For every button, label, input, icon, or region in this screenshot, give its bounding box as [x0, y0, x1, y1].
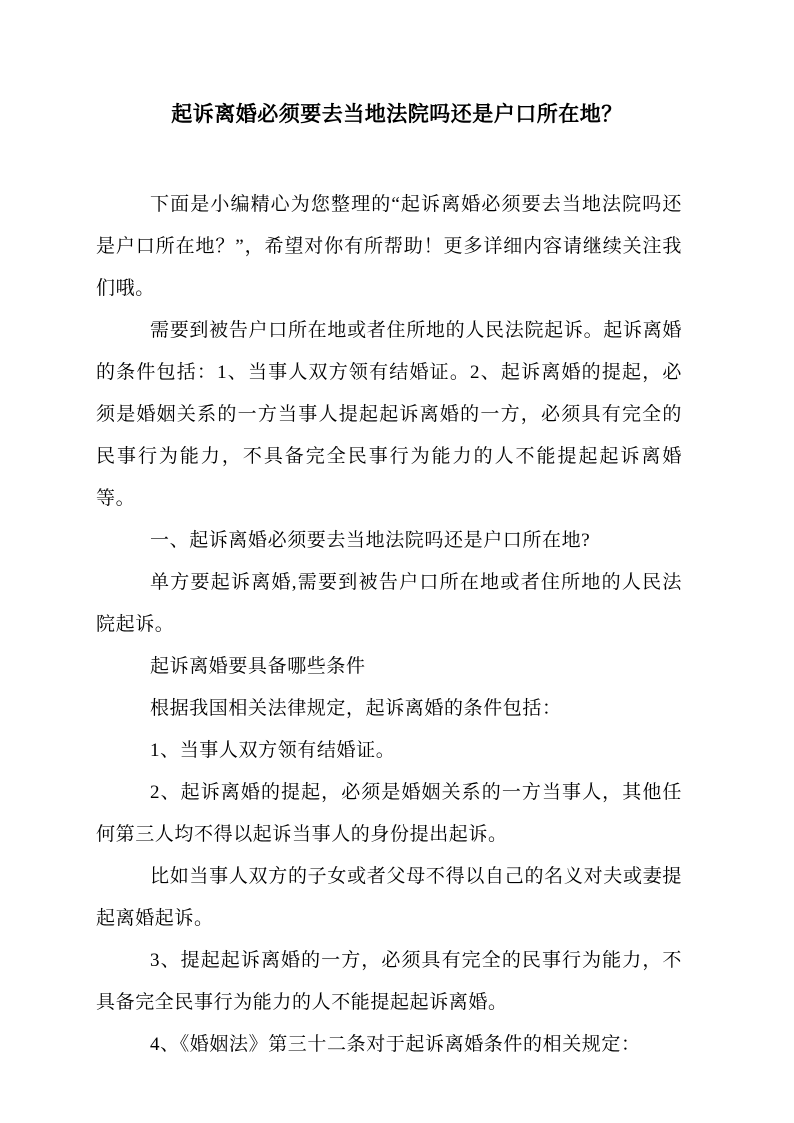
document-body [96, 184, 682, 1066]
list-item-2: 2、起诉离婚的提起，必须是婚姻关系的一方当事人，其他任何第三人均不得以起诉当事人的身份提出起诉。 [96, 782, 682, 845]
paragraph-intro: 下面是小编精心为您整理的“起诉离婚必须要去当地法院吗还是户口所在地？”，希望对你有所帮助！更多详细内容请继续关注我们哦。 [96, 194, 682, 299]
document-title: 起诉离婚必须要去当地法院吗还是户口所在地？ [171, 103, 623, 126]
paragraph: 根据我国相关法律规定，起诉离婚的条件包括： [150, 698, 562, 719]
paragraph-answer: 需要到被告户口所在地或者住所地的人民法院起诉。起诉离婚的条件包括：1、当事人双方领有结婚证。2、起诉离婚的提起，必须是婚姻关系的一方当事人提起起诉离婚的一方，必须具有完全的民事行为能力，不具备完全民事行为能力的人不能提起起诉离婚等。 [96, 320, 682, 509]
section-heading-2: 起诉离婚要具备哪些条件 [150, 656, 366, 677]
list-item-1: 1、当事人双方领有结婚证。 [150, 740, 396, 761]
section-heading-1: 一、起诉离婚必须要去当地法院吗还是户口所在地? [150, 530, 591, 551]
list-item-4: 4、《婚姻法》第三十二条对于起诉离婚条件的相关规定： [150, 1034, 641, 1055]
list-item-3: 3、提起起诉离婚的一方，必须具有完全的民事行为能力，不具备完全民事行为能力的人不能提起起诉离婚。 [96, 950, 682, 1013]
paragraph: 单方要起诉离婚,需要到被告户口所在地或者住所地的人民法院起诉。 [96, 572, 682, 635]
paragraph: 比如当事人双方的子女或者父母不得以自己的名义对夫或妻提起离婚起诉。 [96, 866, 682, 929]
